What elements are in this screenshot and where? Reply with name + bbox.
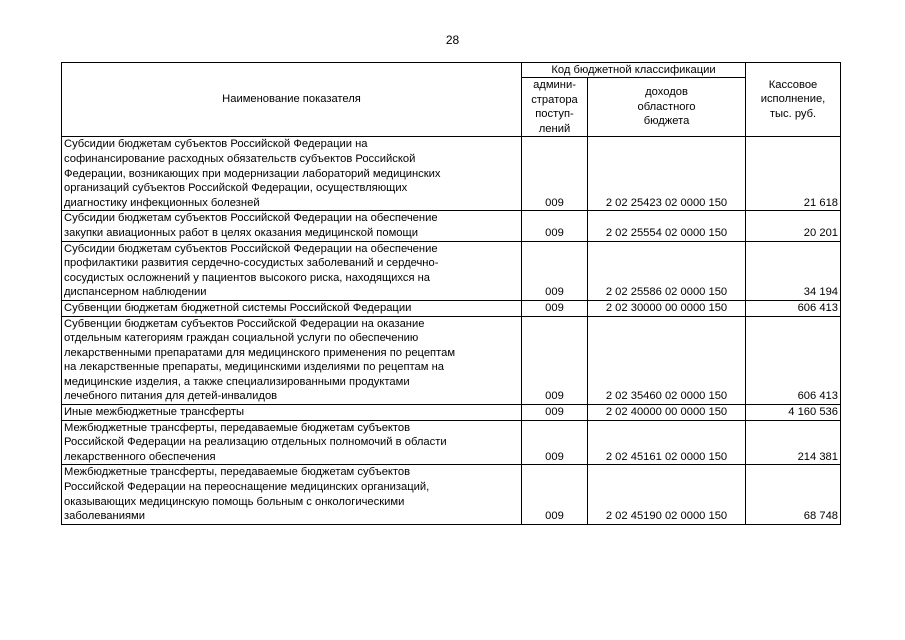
indicator-name-line: отдельным категориям граждан социальной услуги по обеспечению xyxy=(64,332,419,345)
table-body xyxy=(62,137,841,524)
table-row xyxy=(62,137,841,211)
header-execution-line: тыс. руб. xyxy=(769,107,817,120)
indicator-name-line: Субвенции бюджетам бюджетной системы Российской Федерации xyxy=(64,301,412,314)
header-indicator-name: Наименование показателя xyxy=(62,63,522,137)
header-execution-line: Кассовое xyxy=(768,78,818,91)
administrator-code-cell: 009 xyxy=(522,465,588,524)
indicator-name-line: организаций субъектов Российской Федерации, осуществляющих xyxy=(64,182,408,195)
table-row xyxy=(62,316,841,405)
income-code-cell: 2 02 25423 02 0000 150 xyxy=(588,137,746,211)
table-row xyxy=(62,211,841,241)
income-code-cell: 2 02 40000 00 0000 150 xyxy=(588,405,746,421)
indicator-name-line: сосудистых осложнений у пациентов высокого риска, находящихся на xyxy=(64,271,431,284)
indicator-name-cell xyxy=(62,465,522,524)
header-administrator-line: лений xyxy=(538,122,571,135)
table-row xyxy=(62,465,841,524)
indicator-name-line: лечебного питания для детей-инвалидов xyxy=(64,390,278,403)
administrator-code-cell: 009 xyxy=(522,137,588,211)
indicator-name-line: Субсидии бюджетам субъектов Российской Федерации на обеспечение xyxy=(64,212,438,225)
header-administrator-line: админи- xyxy=(533,79,576,91)
header-code-group: Код бюджетной классификации xyxy=(522,63,746,78)
header-administrator-line: стратора xyxy=(531,93,578,106)
administrator-code-cell: 009 xyxy=(522,300,588,316)
administrator-code-cell: 009 xyxy=(522,211,588,241)
execution-amount-cell: 4 160 536 xyxy=(746,405,841,421)
administrator-code-cell: 009 xyxy=(522,405,588,421)
header-execution-line: исполнение, xyxy=(760,93,826,106)
indicator-name-cell xyxy=(62,241,522,300)
income-code-cell: 2 02 25586 02 0000 150 xyxy=(588,241,746,300)
budget-table xyxy=(61,62,841,525)
indicator-name-line: Межбюджетные трансферты, передаваемые бюджетам субъектов xyxy=(64,421,411,434)
execution-amount-cell: 606 413 xyxy=(746,300,841,316)
table-header xyxy=(62,63,841,137)
page-number: 28 xyxy=(445,33,460,47)
header-income-line: областного xyxy=(637,100,696,113)
header-execution xyxy=(746,63,841,137)
income-code-cell: 2 02 30000 00 0000 150 xyxy=(588,300,746,316)
table-row xyxy=(62,405,841,421)
execution-amount-cell: 606 413 xyxy=(746,316,841,405)
indicator-name-line: Федерации, возникающих при модернизации лабораторий медицинских xyxy=(64,167,441,180)
indicator-name-line: Субсидии бюджетам субъектов Российской Федерации на xyxy=(64,138,368,151)
indicator-name-cell xyxy=(62,137,522,211)
indicator-name-line: Иные межбюджетные трансферты xyxy=(64,406,244,419)
execution-amount-cell: 20 201 xyxy=(746,211,841,241)
indicator-name-line: профилактики развития сердечно-сосудистых заболеваний и сердечно- xyxy=(64,257,439,270)
indicator-name-line: Субвенции бюджетам субъектов Российской Федерации на оказание xyxy=(64,317,425,330)
income-code-cell: 2 02 25554 02 0000 150 xyxy=(588,211,746,241)
header-income xyxy=(588,78,746,137)
indicator-name-line: Российской Федерации на реализацию отдельных полномочий в области xyxy=(64,436,447,449)
table-row xyxy=(62,300,841,316)
execution-amount-cell: 34 194 xyxy=(746,241,841,300)
indicator-name-line: закупки авиационных работ в целях оказания медицинской помощи xyxy=(64,226,418,239)
indicator-name-line: софинансирование расходных обязательств субъектов Российской xyxy=(64,152,416,165)
header-administrator xyxy=(522,78,588,137)
header-income-line: бюджета xyxy=(643,115,690,128)
indicator-name-line: медицинские изделия, а также специализированными продуктами xyxy=(64,375,410,388)
income-code-cell: 2 02 45190 02 0000 150 xyxy=(588,465,746,524)
table-row xyxy=(62,241,841,300)
income-code-cell: 2 02 35460 02 0000 150 xyxy=(588,316,746,405)
administrator-code-cell: 009 xyxy=(522,316,588,405)
indicator-name-line: Субсидии бюджетам субъектов Российской Федерации на обеспечение xyxy=(64,242,438,255)
indicator-name-line: Межбюджетные трансферты, передаваемые бюджетам субъектов xyxy=(64,466,411,479)
administrator-code-cell: 009 xyxy=(522,241,588,300)
indicator-name-cell xyxy=(62,316,522,405)
indicator-name-line: диагностику инфекционных болезней xyxy=(64,196,260,209)
indicator-name-cell xyxy=(62,211,522,241)
execution-amount-cell: 68 748 xyxy=(746,465,841,524)
indicator-name-line: заболеваниями xyxy=(64,510,145,523)
header-administrator-line: поступ- xyxy=(535,108,574,121)
indicator-name-line: Российской Федерации на переоснащение медицинских организаций, xyxy=(64,481,430,494)
indicator-name-line: лекарственными препаратами для медицинского применения по рецептам xyxy=(64,346,456,359)
administrator-code-cell: 009 xyxy=(522,420,588,465)
indicator-name-line: диспансерном наблюдении xyxy=(64,286,207,299)
execution-amount-cell: 214 381 xyxy=(746,420,841,465)
indicator-name-line: на лекарственные препараты, медицинскими изделиями по рецептам на xyxy=(64,361,444,374)
indicator-name-cell xyxy=(62,300,522,316)
header-income-line: доходов xyxy=(645,86,688,99)
table-row xyxy=(62,420,841,465)
indicator-name-line: лекарственного обеспечения xyxy=(64,450,216,463)
indicator-name-line: оказывающих медицинскую помощь больным с онкологическими xyxy=(64,495,405,508)
income-code-cell: 2 02 45161 02 0000 150 xyxy=(588,420,746,465)
indicator-name-cell xyxy=(62,420,522,465)
execution-amount-cell: 21 618 xyxy=(746,137,841,211)
indicator-name-cell xyxy=(62,405,522,421)
